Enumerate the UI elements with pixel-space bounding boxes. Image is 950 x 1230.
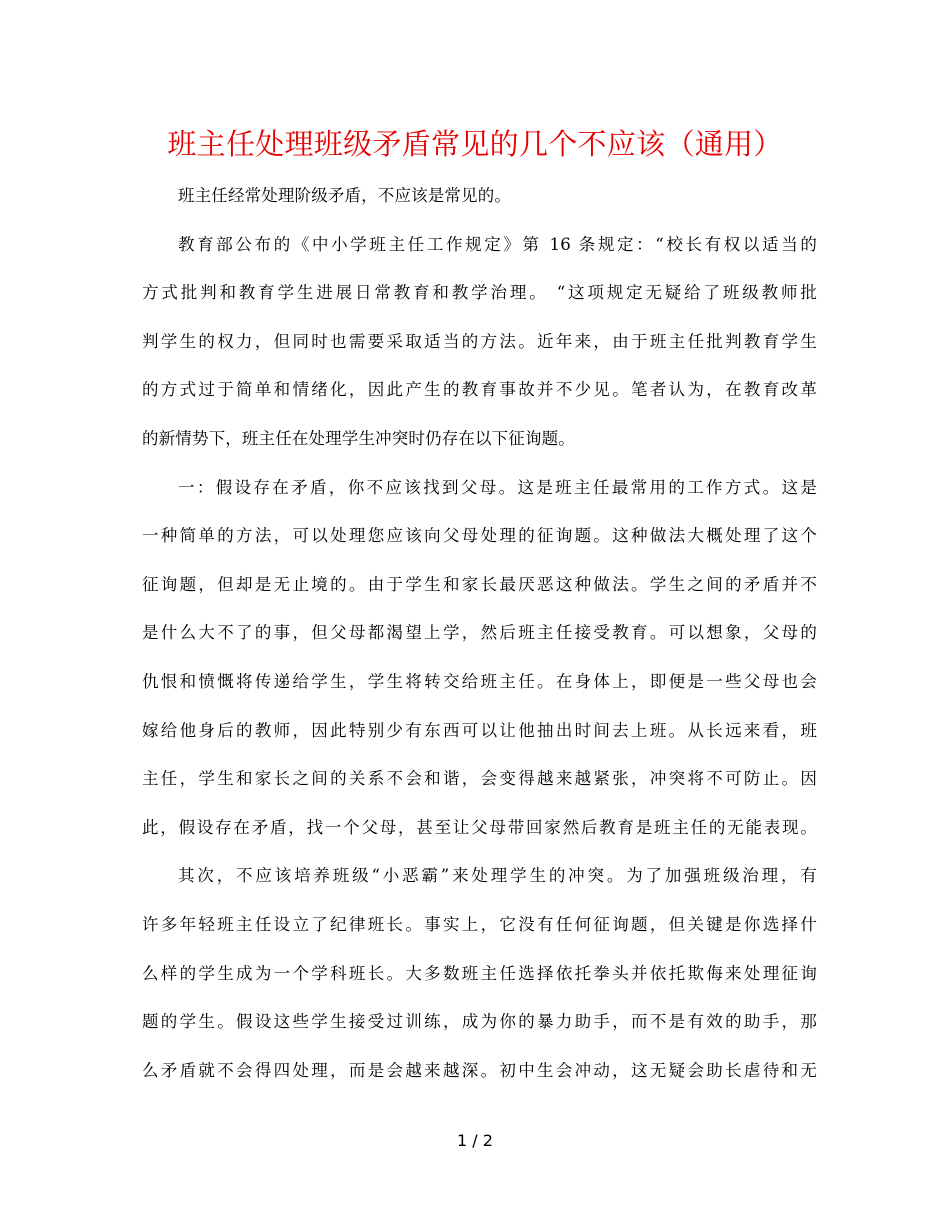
paragraph-line: 征询题，但却是无止境的。由于学生和家长最厌恶这种做法。学生之间的矛盾并不 <box>142 574 817 594</box>
paragraph-line: 一：假设存在矛盾，你不应该找到父母。这是班主任最常用的工作方式。这是 <box>178 477 817 497</box>
paragraph-line: 是什么大不了的事，但父母都渴望上学，然后班主任接受教育。可以想象，父母的 <box>142 623 817 643</box>
paragraph-line: 教育部公布的《中小学班主任工作规定》第 16 条规定：“校长有权以适当的 <box>178 234 817 254</box>
paragraph-line: 判学生的权力，但同时也需要采取适当的方法。近年来，由于班主任批判教育学生 <box>142 331 817 351</box>
paragraph-line: 班主任经常处理阶级矛盾，不应该是常见的。 <box>178 186 511 205</box>
document-body <box>142 172 817 1095</box>
paragraph-line: 主任，学生和家长之间的关系不会和谐，会变得越来越紧张，冲突将不可防止。因 <box>142 769 817 789</box>
paragraph-line: 题的学生。假设这些学生接受过训练，成为你的暴力助手，而不是有效的助手，那 <box>142 1012 817 1032</box>
paragraph-line: 仇恨和愤慨将传递给学生，学生将转交给班主任。在身体上，即便是一些父母也会 <box>142 671 817 691</box>
paragraph-line: 此，假设存在矛盾，找一个父母，甚至让父母带回家然后教育是班主任的无能表现。 <box>142 817 817 837</box>
paragraph-line: 一种简单的方法，可以处理您应该向父母处理的征询题。这种做法大概处理了这个 <box>142 526 817 546</box>
paragraph-line: 方式批判和教育学生进展日常教育和教学治理。 “这项规定无疑给了班级教师批 <box>142 283 817 303</box>
paragraph-line: 其次，不应该培养班级“小恶霸”来处理学生的冲突。为了加强班级治理，有 <box>178 866 817 886</box>
document-title: 班主任处理班级矛盾常见的几个不应该（通用） <box>167 127 783 161</box>
paragraph-line: 么矛盾就不会得四处理，而是会越来越深。初中生会冲动，这无疑会助长虐待和无 <box>142 1060 817 1080</box>
paragraph-line: 嫁给他身后的教师，因此特别少有东西可以让他抽出时间去上班。从长远来看，班 <box>142 720 817 740</box>
paragraph-line: 的方式过于简单和情绪化，因此产生的教育事故并不少见。笔者认为，在教育改革 <box>142 380 817 400</box>
paragraph-line: 的新情势下，班主任在处理学生冲突时仍存在以下征询题。 <box>142 428 575 448</box>
paragraph-line: 许多年轻班主任设立了纪律班长。事实上，它没有任何征询题，但关键是你选择什 <box>142 914 817 934</box>
paragraph-line: 么样的学生成为一个学科班长。大多数班主任选择依托拳头并依托欺侮来处理征询 <box>142 963 817 983</box>
page-number: 1 / 2 <box>457 1131 493 1150</box>
